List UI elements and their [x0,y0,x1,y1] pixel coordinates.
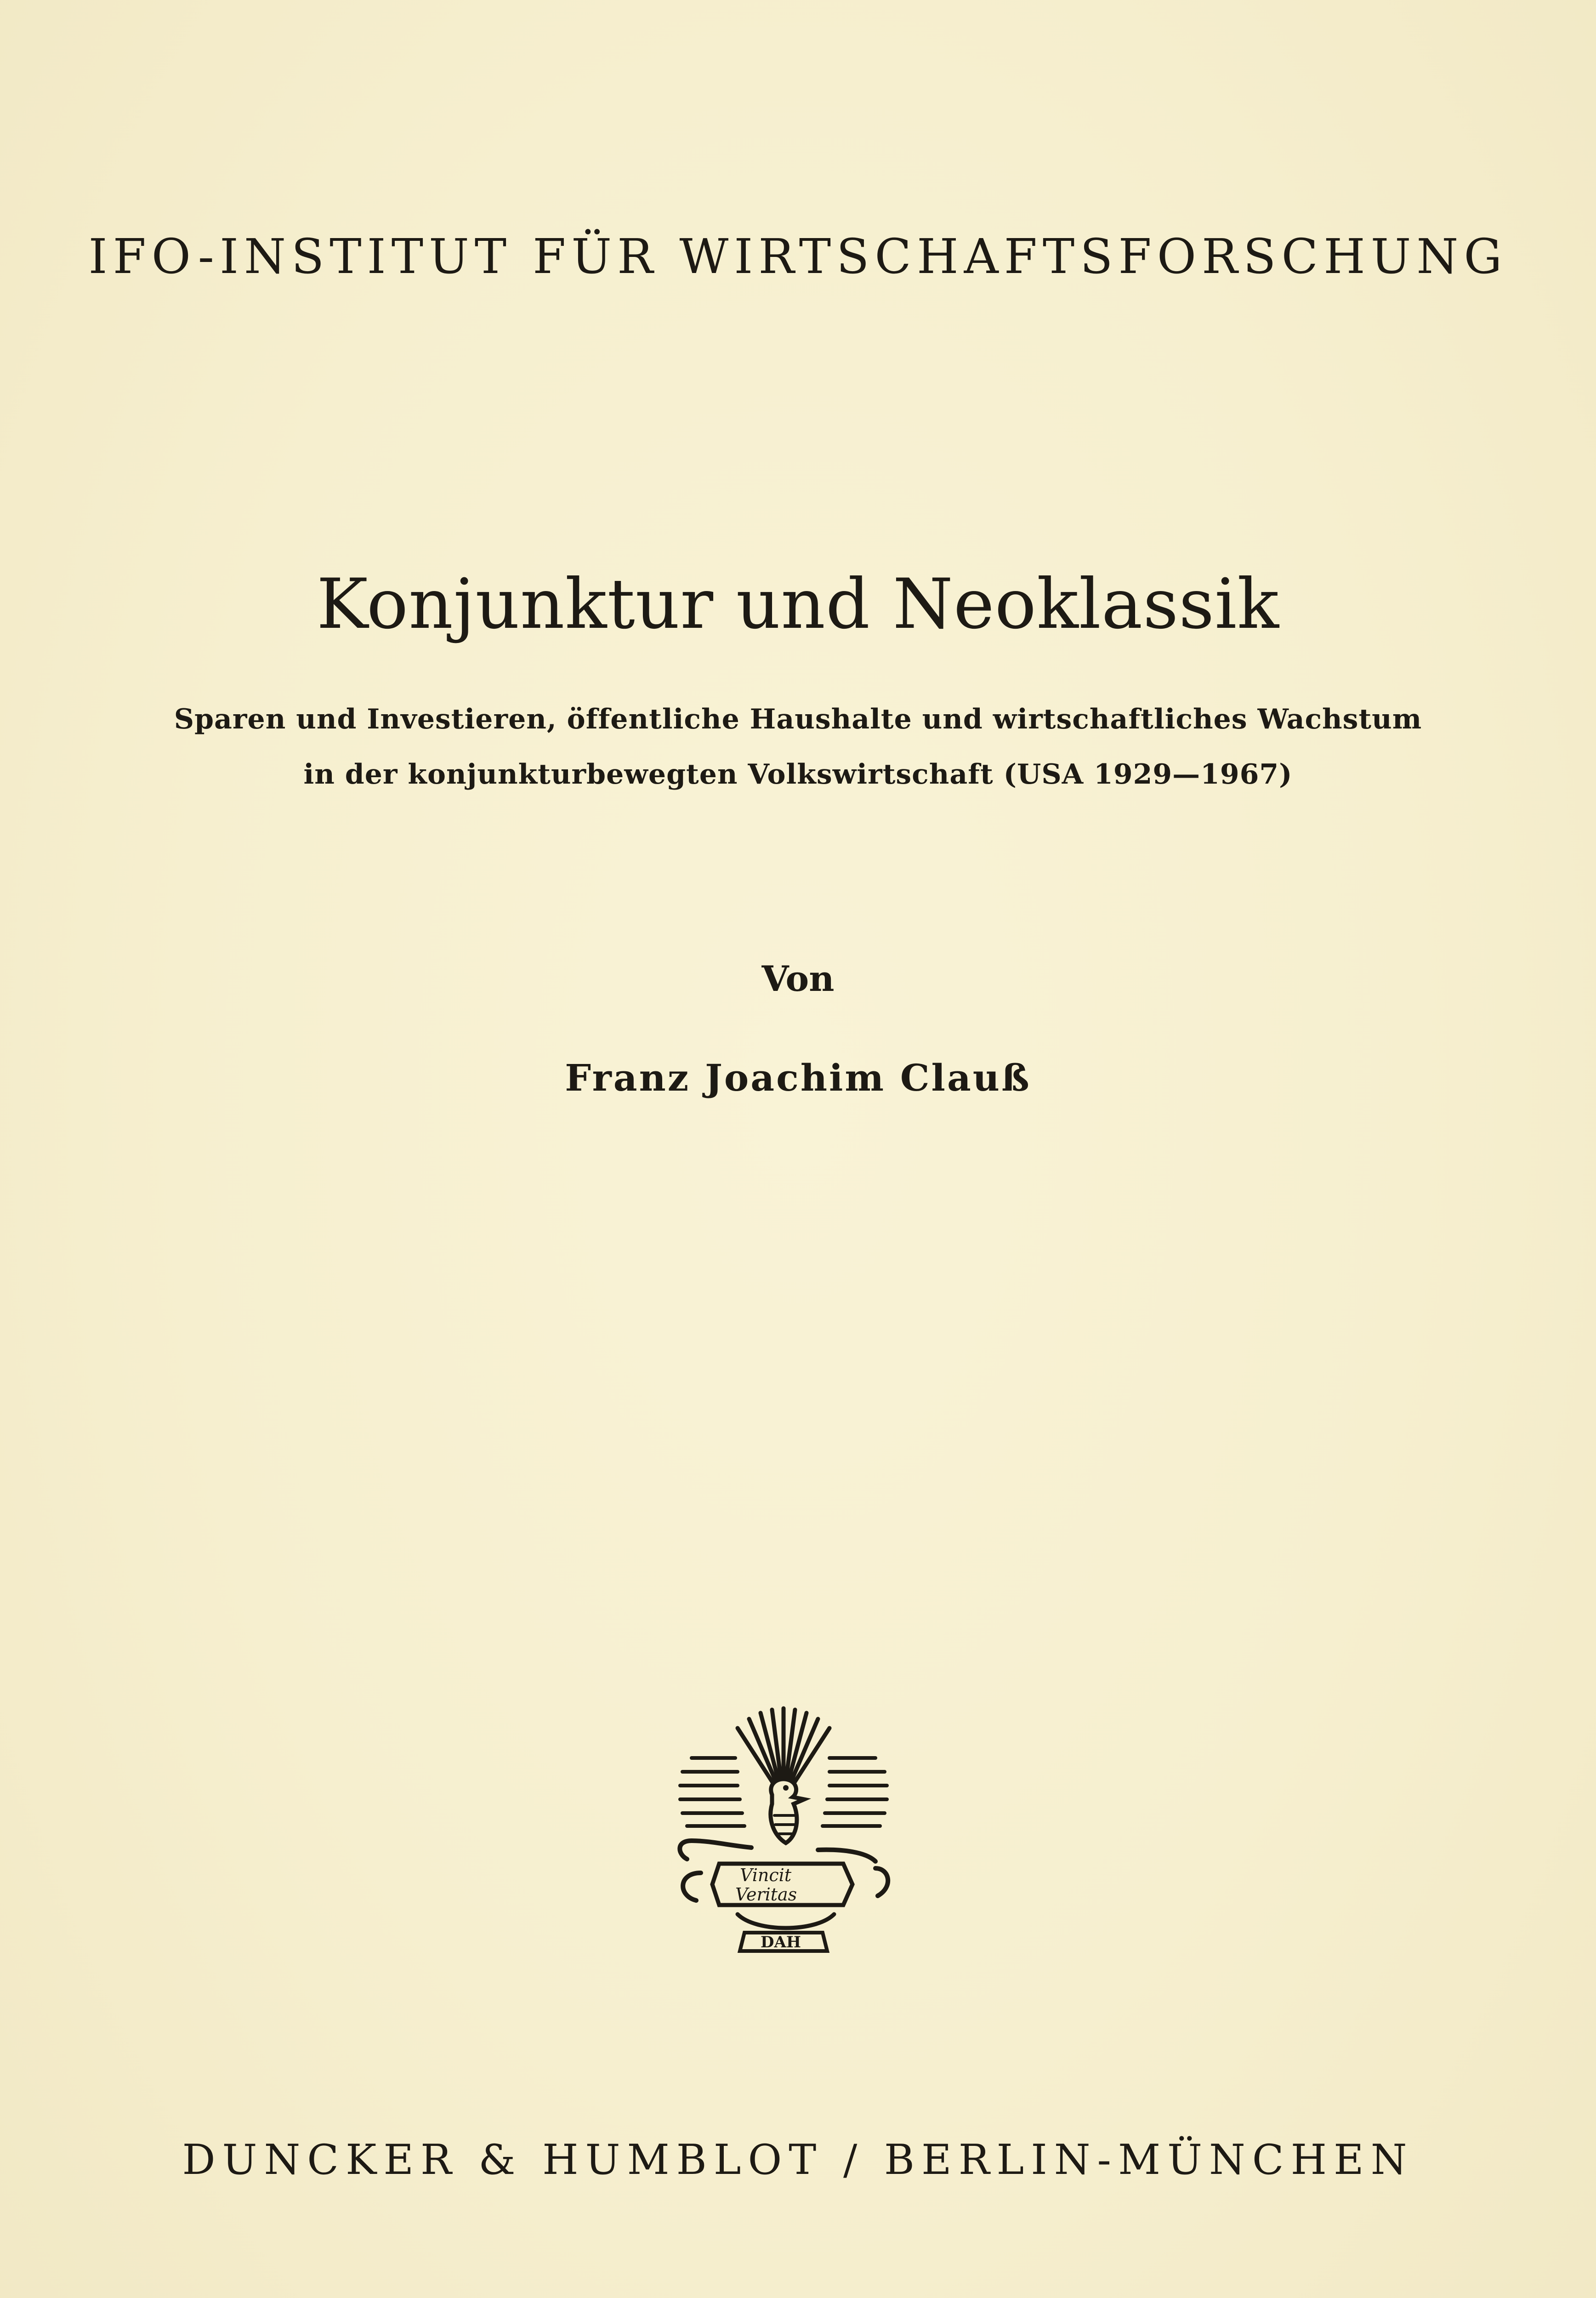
subtitle-line-1: Sparen und Investieren, öffentliche Haushalte und wirtschaftliches Wachstum [174,703,1422,735]
publisher-imprint: DUNCKER & HUMBLOT / BERLIN-MÜNCHEN [182,2136,1414,2184]
by-label: Von [761,958,835,999]
svg-text:Vincit: Vincit [740,1865,792,1885]
svg-text:Veritas: Veritas [735,1884,797,1905]
subtitle-line-2: in der konjunkturbewegten Volkswirtschaft (USA 1929—1967) [303,758,1293,791]
publisher-eagle-emblem-icon [669,1703,898,1965]
svg-text:DAH: DAH [761,1933,801,1951]
institute-heading: IFO-INSTITUT FÜR WIRTSCHAFTSFORSCHUNG [88,228,1508,284]
book-title: Konjunktur und Neoklassik [316,564,1280,644]
author-name: Franz Joachim Clauß [565,1056,1031,1099]
